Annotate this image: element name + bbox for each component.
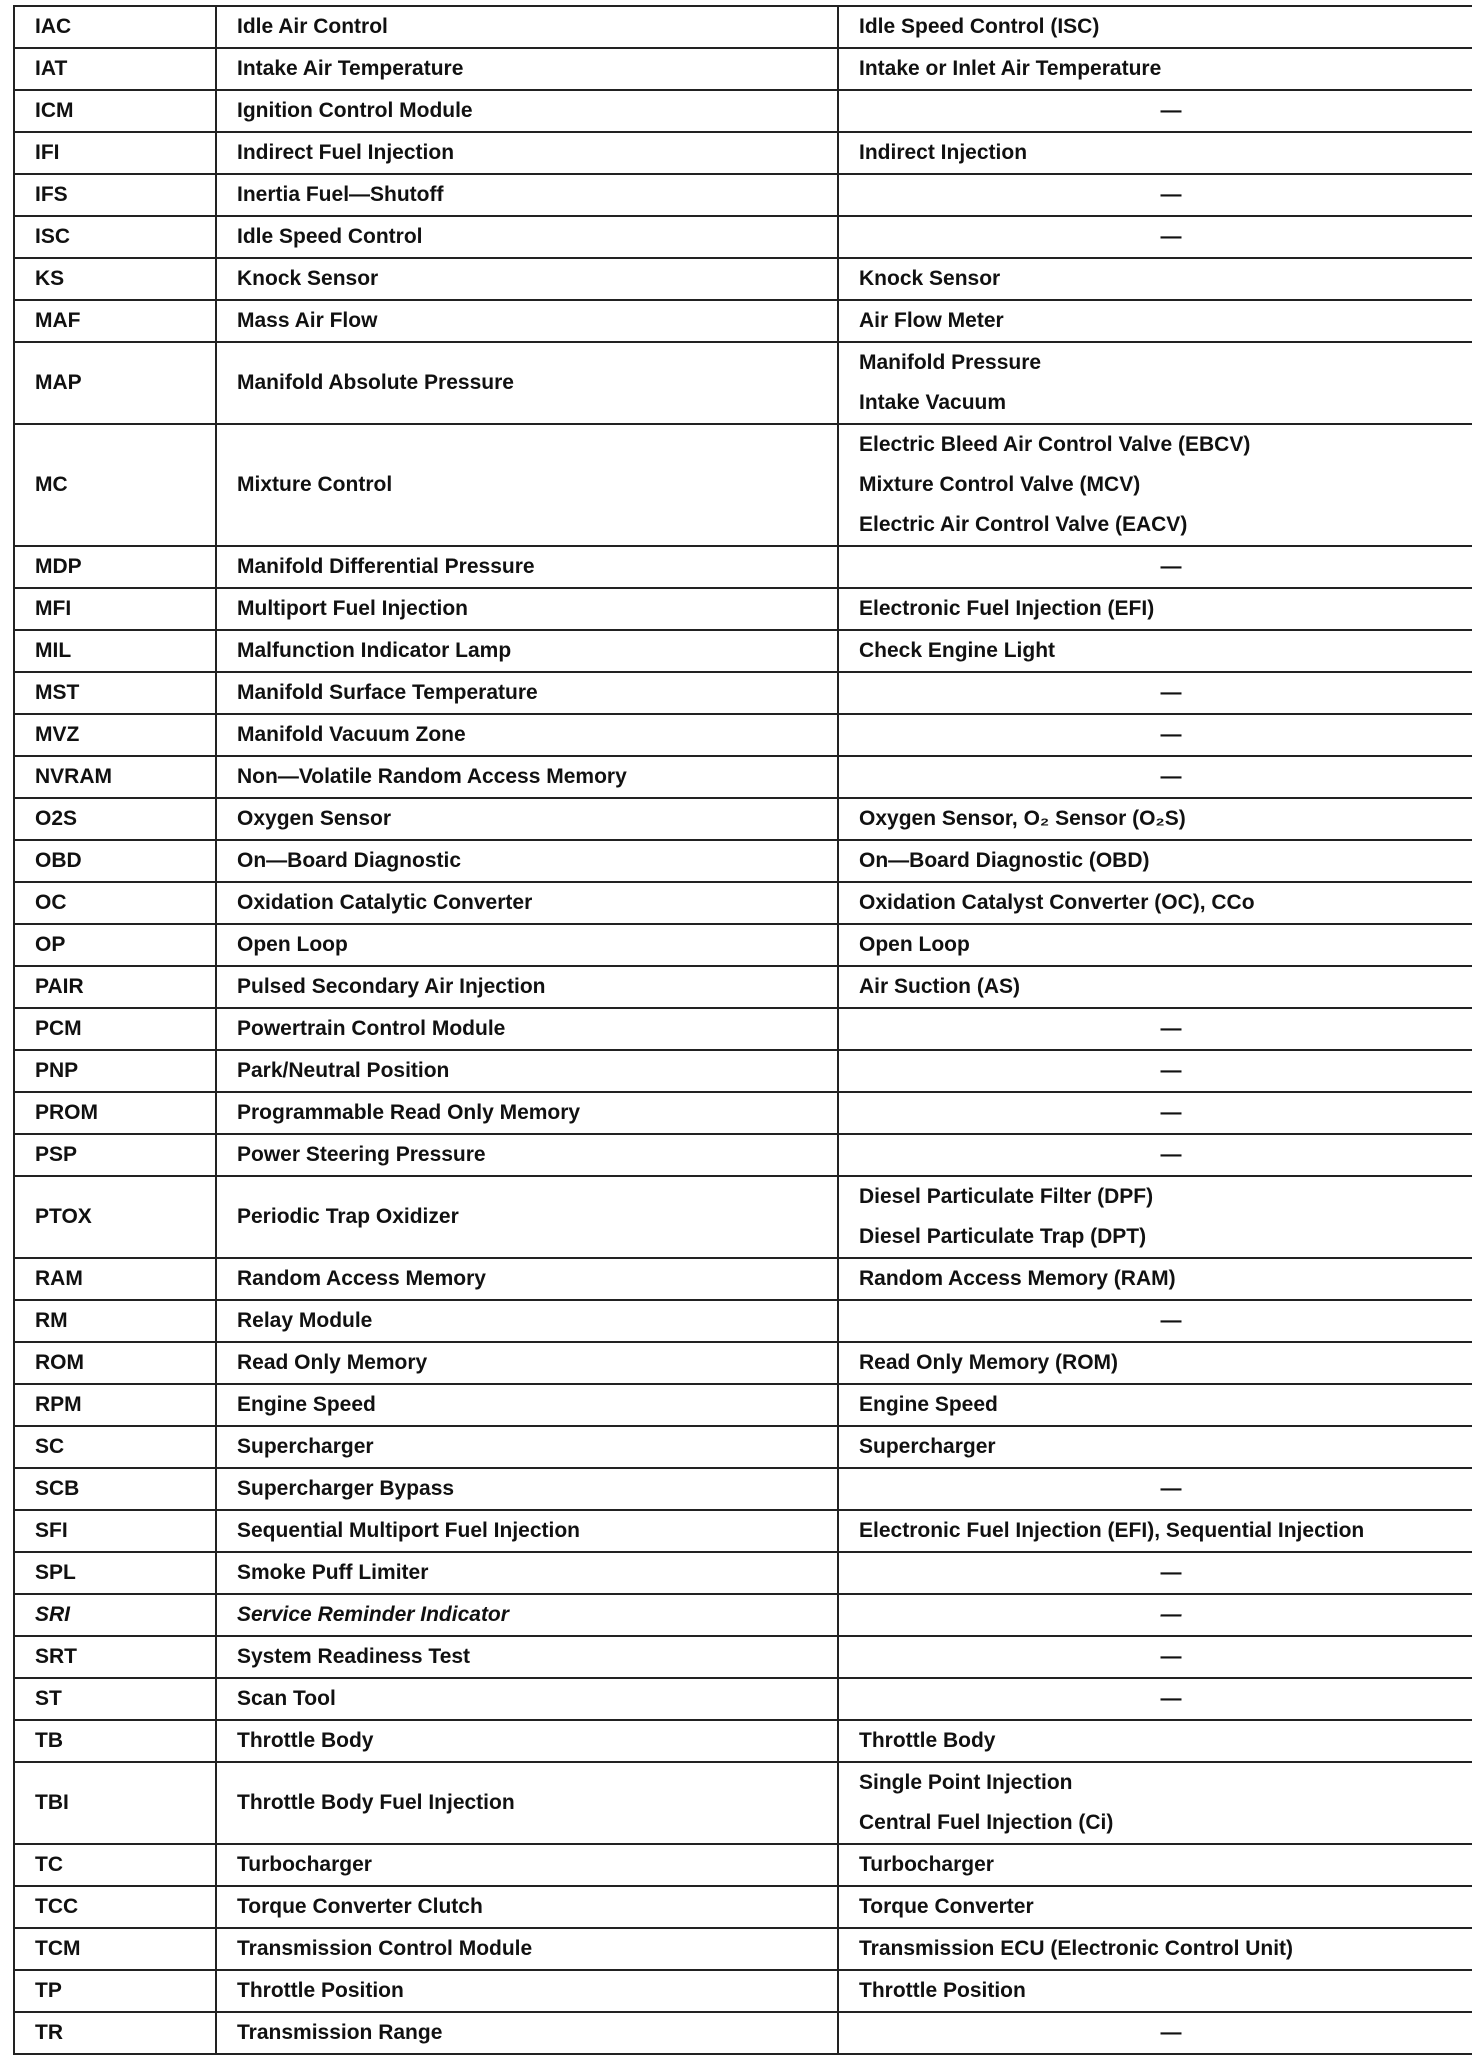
equivalent-term-cell	[838, 1510, 1472, 1552]
abbreviation-cell: TP	[14, 1970, 216, 2012]
abbreviation-cell: MC	[14, 424, 216, 546]
term-cell: Read Only Memory	[216, 1342, 838, 1384]
table-row	[14, 1928, 1472, 1970]
term-cell: Oxidation Catalytic Converter	[216, 882, 838, 924]
abbreviation-cell: SCB	[14, 1468, 216, 1510]
abbreviation-cell: RM	[14, 1300, 216, 1342]
equivalent-term-line: Engine Speed	[859, 1393, 998, 1416]
abbreviation-cell: IAC	[14, 6, 216, 48]
table-row	[14, 90, 1472, 132]
term-cell: Relay Module	[216, 1300, 838, 1342]
table-row	[14, 424, 1472, 546]
term-cell: Supercharger	[216, 1426, 838, 1468]
table-row	[14, 1510, 1472, 1552]
abbreviation-cell: TCC	[14, 1886, 216, 1928]
table-row	[14, 924, 1472, 966]
table-row	[14, 1844, 1472, 1886]
equivalent-term-cell	[838, 588, 1472, 630]
equivalent-term-cell	[838, 6, 1472, 48]
table-row	[14, 1300, 1472, 1342]
term-cell: Throttle Body Fuel Injection	[216, 1762, 838, 1844]
table-row	[14, 1176, 1472, 1258]
equivalent-term-line: Random Access Memory (RAM)	[859, 1267, 1176, 1290]
table-row	[14, 1720, 1472, 1762]
table-row	[14, 258, 1472, 300]
term-cell: On—Board Diagnostic	[216, 840, 838, 882]
equivalent-term-line: Turbocharger	[859, 1853, 994, 1876]
equivalent-term-line: Oxidation Catalyst Converter (OC), CCo	[859, 891, 1255, 914]
term-cell: Park/Neutral Position	[216, 1050, 838, 1092]
abbreviation-cell: IFI	[14, 132, 216, 174]
equivalent-term-cell	[838, 1720, 1472, 1762]
abbreviation-cell: NVRAM	[14, 756, 216, 798]
equivalent-term-cell	[838, 132, 1472, 174]
table-row	[14, 2012, 1472, 2054]
term-cell: Multiport Fuel Injection	[216, 588, 838, 630]
equivalent-term-cell	[838, 90, 1472, 132]
term-cell: Scan Tool	[216, 1678, 838, 1720]
equivalent-term-line: —	[1160, 1477, 1182, 1500]
equivalent-term-cell	[838, 1426, 1472, 1468]
term-cell: Knock Sensor	[216, 258, 838, 300]
equivalent-term-line: —	[1160, 681, 1182, 704]
equivalent-term-line: —	[1160, 225, 1182, 248]
term-cell: Mixture Control	[216, 424, 838, 546]
equivalent-term-line: —	[1160, 765, 1182, 788]
equivalent-term-cell	[838, 48, 1472, 90]
table-row	[14, 630, 1472, 672]
equivalent-term-line: Transmission ECU (Electronic Control Unit)	[859, 1937, 1294, 1960]
table-row	[14, 1762, 1472, 1844]
equivalent-term-cell	[838, 798, 1472, 840]
equivalent-term-line: —	[1160, 183, 1182, 206]
equivalent-term-cell	[838, 1762, 1472, 1844]
term-cell: Supercharger Bypass	[216, 1468, 838, 1510]
equivalent-term-line: —	[1160, 1603, 1182, 1626]
term-cell: Idle Air Control	[216, 6, 838, 48]
equivalent-term-line: Manifold Pressure	[859, 351, 1042, 374]
equivalent-term-line: —	[1160, 1561, 1182, 1584]
term-cell: Random Access Memory	[216, 1258, 838, 1300]
term-cell: Ignition Control Module	[216, 90, 838, 132]
table-row	[14, 48, 1472, 90]
equivalent-term-cell	[838, 1678, 1472, 1720]
abbreviation-cell: TC	[14, 1844, 216, 1886]
equivalent-term-cell	[838, 630, 1472, 672]
term-cell: Power Steering Pressure	[216, 1134, 838, 1176]
table-row	[14, 840, 1472, 882]
abbreviation-cell: TR	[14, 2012, 216, 2054]
abbreviation-cell: PAIR	[14, 966, 216, 1008]
term-cell: Non—Volatile Random Access Memory	[216, 756, 838, 798]
equivalent-term-line: Air Suction (AS)	[859, 975, 1020, 998]
equivalent-term-line: On—Board Diagnostic (OBD)	[859, 849, 1150, 872]
equivalent-term-cell	[838, 966, 1472, 1008]
equivalent-term-cell	[838, 840, 1472, 882]
equivalent-term-cell	[838, 924, 1472, 966]
equivalent-term-line: —	[1160, 1101, 1182, 1124]
term-cell: Turbocharger	[216, 1844, 838, 1886]
term-cell: Manifold Surface Temperature	[216, 672, 838, 714]
equivalent-term-cell	[838, 1594, 1472, 1636]
equivalent-term-line: Air Flow Meter	[859, 309, 1004, 332]
equivalent-term-cell	[838, 258, 1472, 300]
equivalent-term-cell	[838, 342, 1472, 424]
equivalent-term-cell	[838, 1844, 1472, 1886]
term-cell: Manifold Vacuum Zone	[216, 714, 838, 756]
term-cell: Oxygen Sensor	[216, 798, 838, 840]
table-row	[14, 132, 1472, 174]
table-row	[14, 1050, 1472, 1092]
abbreviation-cell: SC	[14, 1426, 216, 1468]
equivalent-term-line: Read Only Memory (ROM)	[859, 1351, 1119, 1374]
equivalent-term-cell	[838, 1970, 1472, 2012]
equivalent-term-line: —	[1160, 1309, 1182, 1332]
term-cell: Intake Air Temperature	[216, 48, 838, 90]
table-row	[14, 6, 1472, 48]
table-row	[14, 672, 1472, 714]
abbreviation-cell: MAP	[14, 342, 216, 424]
term-cell: System Readiness Test	[216, 1636, 838, 1678]
term-cell: Idle Speed Control	[216, 216, 838, 258]
equivalent-term-cell	[838, 1384, 1472, 1426]
abbreviation-cell: PTOX	[14, 1176, 216, 1258]
equivalent-term-line: Idle Speed Control (ISC)	[859, 15, 1100, 38]
equivalent-term-cell	[838, 424, 1472, 546]
term-cell: Transmission Control Module	[216, 1928, 838, 1970]
table-row	[14, 1342, 1472, 1384]
table-row	[14, 342, 1472, 424]
equivalent-term-line: —	[1160, 1645, 1182, 1668]
equivalent-term-cell	[838, 216, 1472, 258]
abbreviation-cell: MST	[14, 672, 216, 714]
equivalent-term-line: Central Fuel Injection (Ci)	[859, 1811, 1114, 1834]
equivalent-term-line: Check Engine Light	[859, 639, 1056, 662]
table-row	[14, 1134, 1472, 1176]
equivalent-term-cell	[838, 1176, 1472, 1258]
equivalent-term-cell	[838, 546, 1472, 588]
equivalent-term-cell	[838, 174, 1472, 216]
abbreviation-cell: MVZ	[14, 714, 216, 756]
equivalent-term-line: Throttle Position	[859, 1979, 1026, 2002]
table-row	[14, 1636, 1472, 1678]
abbreviation-cell: RAM	[14, 1258, 216, 1300]
abbreviation-cell: TCM	[14, 1928, 216, 1970]
table-row	[14, 1008, 1472, 1050]
table-row	[14, 588, 1472, 630]
table-row	[14, 1594, 1472, 1636]
equivalent-term-line: —	[1160, 1017, 1182, 1040]
abbreviation-cell: MDP	[14, 546, 216, 588]
equivalent-term-line: Electric Bleed Air Control Valve (EBCV)	[859, 433, 1251, 456]
table-row	[14, 300, 1472, 342]
equivalent-term-cell	[838, 1134, 1472, 1176]
term-cell: Periodic Trap Oxidizer	[216, 1176, 838, 1258]
abbreviation-cell: PNP	[14, 1050, 216, 1092]
table-row	[14, 1970, 1472, 2012]
equivalent-term-cell	[838, 1300, 1472, 1342]
equivalent-term-line: —	[1160, 2021, 1182, 2044]
abbreviation-cell: O2S	[14, 798, 216, 840]
abbreviation-cell: KS	[14, 258, 216, 300]
abbreviation-table	[13, 5, 1472, 2055]
equivalent-term-cell	[838, 1468, 1472, 1510]
abbreviation-cell: PSP	[14, 1134, 216, 1176]
term-cell: Manifold Absolute Pressure	[216, 342, 838, 424]
table-row	[14, 216, 1472, 258]
equivalent-term-line: Single Point Injection	[859, 1771, 1073, 1794]
abbreviation-cell: TBI	[14, 1762, 216, 1844]
equivalent-term-cell	[838, 1092, 1472, 1134]
equivalent-term-line: —	[1160, 1687, 1182, 1710]
abbreviation-cell: PCM	[14, 1008, 216, 1050]
abbreviation-cell: OC	[14, 882, 216, 924]
table-row	[14, 1552, 1472, 1594]
abbreviation-cell: IFS	[14, 174, 216, 216]
table-row	[14, 882, 1472, 924]
term-cell: Smoke Puff Limiter	[216, 1552, 838, 1594]
equivalent-term-cell	[838, 714, 1472, 756]
table-row	[14, 546, 1472, 588]
equivalent-term-cell	[838, 882, 1472, 924]
abbreviation-cell: MIL	[14, 630, 216, 672]
term-cell: Open Loop	[216, 924, 838, 966]
term-cell: Service Reminder Indicator	[216, 1594, 838, 1636]
abbreviation-cell: IAT	[14, 48, 216, 90]
table-row	[14, 174, 1472, 216]
equivalent-term-line: Throttle Body	[859, 1729, 996, 1752]
equivalent-term-line: —	[1160, 99, 1182, 122]
term-cell: Inertia Fuel—Shutoff	[216, 174, 838, 216]
equivalent-term-cell	[838, 1342, 1472, 1384]
equivalent-term-cell	[838, 1552, 1472, 1594]
equivalent-term-line: —	[1160, 1059, 1182, 1082]
abbreviation-cell: OBD	[14, 840, 216, 882]
term-cell: Indirect Fuel Injection	[216, 132, 838, 174]
equivalent-term-cell	[838, 300, 1472, 342]
equivalent-term-cell	[838, 1258, 1472, 1300]
equivalent-term-cell	[838, 1008, 1472, 1050]
equivalent-term-cell	[838, 756, 1472, 798]
equivalent-term-cell	[838, 2012, 1472, 2054]
abbreviation-table-body	[14, 6, 1472, 2054]
table-row	[14, 1886, 1472, 1928]
table-row	[14, 1092, 1472, 1134]
abbreviation-cell: RPM	[14, 1384, 216, 1426]
term-cell: Engine Speed	[216, 1384, 838, 1426]
table-row	[14, 1678, 1472, 1720]
term-cell: Manifold Differential Pressure	[216, 546, 838, 588]
equivalent-term-line: Torque Converter	[859, 1895, 1034, 1918]
equivalent-term-line: Intake or Inlet Air Temperature	[859, 57, 1162, 80]
equivalent-term-line: Indirect Injection	[859, 141, 1028, 164]
abbreviation-cell: SPL	[14, 1552, 216, 1594]
table-row	[14, 1426, 1472, 1468]
abbreviation-cell: PROM	[14, 1092, 216, 1134]
table-row	[14, 1384, 1472, 1426]
equivalent-term-line: —	[1160, 723, 1182, 746]
table-row	[14, 966, 1472, 1008]
equivalent-term-cell	[838, 1886, 1472, 1928]
equivalent-term-cell	[838, 672, 1472, 714]
equivalent-term-cell	[838, 1636, 1472, 1678]
term-cell: Transmission Range	[216, 2012, 838, 2054]
equivalent-term-line: —	[1160, 1143, 1182, 1166]
abbreviation-cell: ROM	[14, 1342, 216, 1384]
equivalent-term-line: Supercharger	[859, 1435, 996, 1458]
equivalent-term-line: Intake Vacuum	[859, 391, 1007, 414]
term-cell: Programmable Read Only Memory	[216, 1092, 838, 1134]
abbreviation-cell: TB	[14, 1720, 216, 1762]
equivalent-term-cell	[838, 1928, 1472, 1970]
equivalent-term-line: Open Loop	[859, 933, 970, 956]
equivalent-term-line: —	[1160, 555, 1182, 578]
equivalent-term-line: Electric Air Control Valve (EACV)	[859, 513, 1188, 536]
equivalent-term-line: Oxygen Sensor, O₂ Sensor (O₂S)	[859, 807, 1186, 830]
equivalent-term-line: Mixture Control Valve (MCV)	[859, 473, 1141, 496]
term-cell: Powertrain Control Module	[216, 1008, 838, 1050]
equivalent-term-line: Electronic Fuel Injection (EFI), Sequential Injection	[859, 1519, 1365, 1542]
abbreviation-cell: OP	[14, 924, 216, 966]
abbreviation-cell: MFI	[14, 588, 216, 630]
term-cell: Torque Converter Clutch	[216, 1886, 838, 1928]
term-cell: Pulsed Secondary Air Injection	[216, 966, 838, 1008]
abbreviation-cell: MAF	[14, 300, 216, 342]
table-row	[14, 1468, 1472, 1510]
equivalent-term-line: Diesel Particulate Trap (DPT)	[859, 1225, 1147, 1248]
table-row	[14, 756, 1472, 798]
equivalent-term-cell	[838, 1050, 1472, 1092]
table-row	[14, 714, 1472, 756]
term-cell: Throttle Body	[216, 1720, 838, 1762]
term-cell: Mass Air Flow	[216, 300, 838, 342]
table-row	[14, 1258, 1472, 1300]
abbreviation-cell: ISC	[14, 216, 216, 258]
abbreviation-cell: ICM	[14, 90, 216, 132]
equivalent-term-line: Diesel Particulate Filter (DPF)	[859, 1185, 1154, 1208]
term-cell: Sequential Multiport Fuel Injection	[216, 1510, 838, 1552]
term-cell: Malfunction Indicator Lamp	[216, 630, 838, 672]
abbreviation-cell: SRT	[14, 1636, 216, 1678]
abbreviation-cell: SRI	[14, 1594, 216, 1636]
term-cell: Throttle Position	[216, 1970, 838, 2012]
abbreviation-cell: SFI	[14, 1510, 216, 1552]
abbreviation-cell: ST	[14, 1678, 216, 1720]
equivalent-term-line: Electronic Fuel Injection (EFI)	[859, 597, 1155, 620]
table-row	[14, 798, 1472, 840]
equivalent-term-line: Knock Sensor	[859, 267, 1001, 290]
